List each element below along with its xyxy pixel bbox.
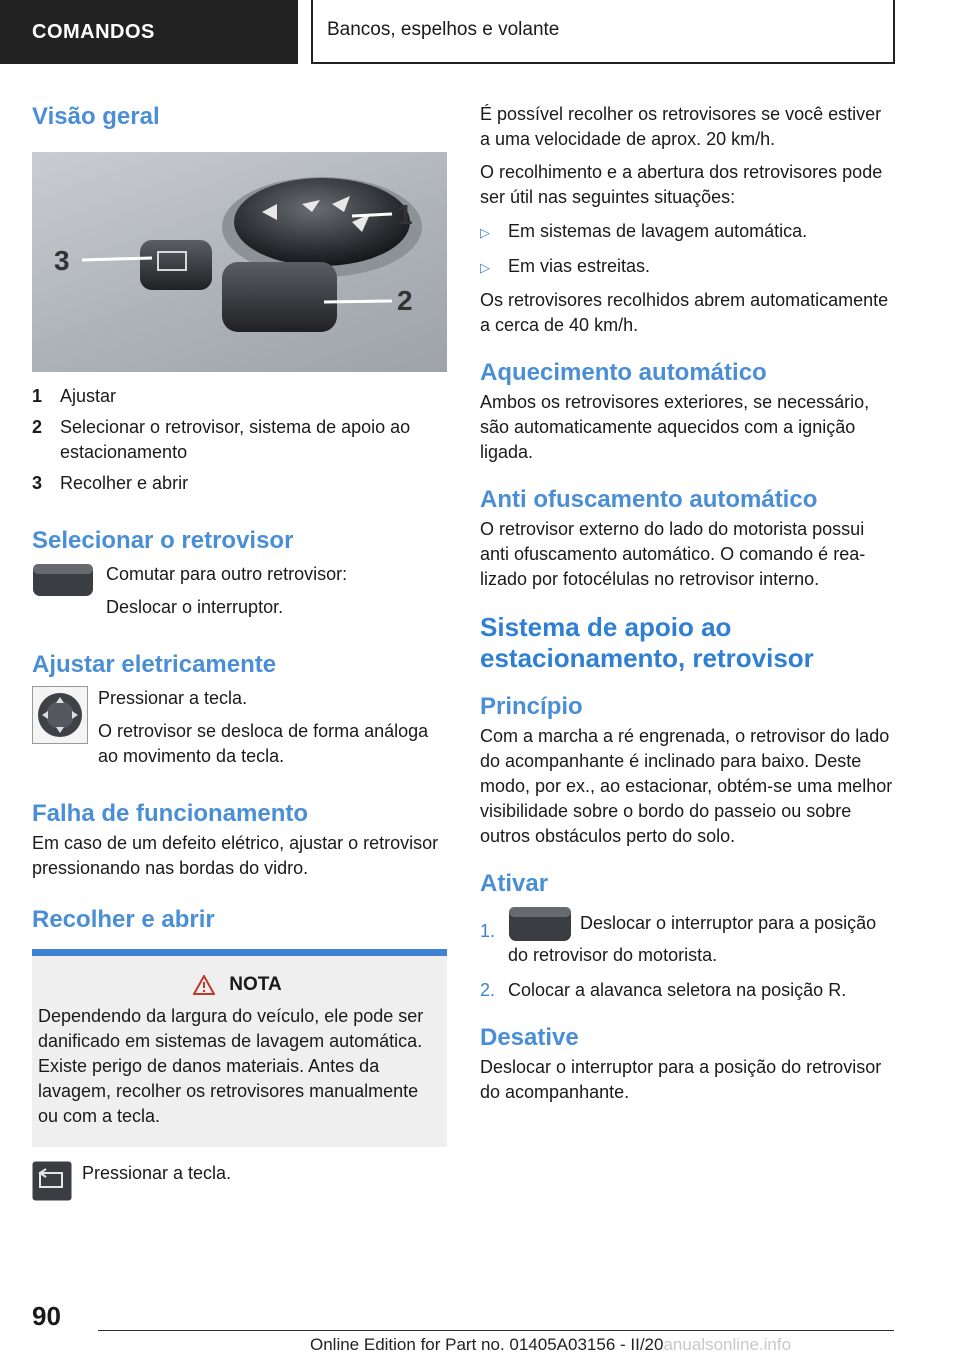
list-item: ▷ Em sistemas de lavagem automática. [480,221,808,241]
mirror-controls-illustration [32,152,447,372]
malfunction-text: Em caso de um defeito elétrico, ajustar o retrovisor pressionando nas bordas do vidro. [32,833,439,878]
section-tab: COMANDOS [0,0,298,64]
switch-icon [32,562,94,620]
list-item: 3 Recolher e abrir [32,473,189,493]
adjust-heading: Ajustar eletricamente [32,651,277,678]
select-text-1: Comutar para outro retrovisor: [106,564,348,584]
activate-heading: Ativar [480,870,549,897]
callout-2: 2 [397,285,413,316]
adjust-text-2: O retrovisor se desloca de forma análoga ao movimento da tecla. [98,721,429,766]
heating-heading: Aquecimento automático [480,359,767,386]
principle-heading: Princípio [480,693,583,720]
footer-edition: Online Edition for Part no. 01405A03156 - II/20anualsonline.info [310,1335,792,1354]
fold-speed-text: É possível recolher os retrovisores se você estiver a uma velocidade de aprox. 20 km/h. [480,104,882,149]
list-item: 1. Deslocar o interruptor para a posição do retrovisor do motorista. [480,905,895,968]
note-bar [32,949,447,956]
overview-heading: Visão geral [32,103,160,130]
watermark: anualsonline.info [663,1335,792,1354]
note-text: Dependendo da largura do veículo, ele pode ser danificado em sistemas de lavagem automática. Existe perigo de danos materiais. Antes da lavagem, recolher os retrovisores manualmente ou com a tecla. [38,1006,424,1126]
page-number: 90 [32,1301,61,1331]
principle-text: Com a marcha a ré engrenada, o retrovisor do lado do acompanhante é inclinado para baixo. Deste modo, por ex., ao estacionar, obtém-se uma melhor visibilidade sobre o bordo do passeio ou sobre outros obstáculos perto do solo. [480,726,893,846]
deactivate-text: Deslocar o interruptor para a posição do retrovisor do acompanhante. [480,1057,882,1102]
deactivate-heading: Desative [480,1024,579,1051]
select-text-2: Deslocar o interruptor. [106,597,284,617]
callout-1: 1 [397,199,413,230]
left-column [32,96,447,1206]
footer-divider [98,1330,894,1331]
chapter-title: Bancos, espelhos e volante [311,0,895,64]
adjust-knob-icon [32,686,88,769]
list-item: 1 Ajustar [32,386,117,406]
select-mirror-heading: Selecionar o retrovisor [32,527,294,554]
fold-heading: Recolher e abrir [32,906,215,933]
overview-list [32,384,447,496]
list-item: ▷ Em vias estreitas. [480,256,651,276]
list-item: 2. Colocar a alavanca seletora na posição R. [480,980,847,1000]
parking-heading: Sistema de apoio ao estacionamento, retrovisor [480,612,814,673]
mirror-controls-photo [32,152,447,372]
note-box [32,956,447,1147]
heating-text: Ambos os retrovisores exteriores, se necessário, são automaticamente aquecidos com a ignição ligada. [480,392,870,462]
fold-text: Pressionar a tecla. [82,1163,232,1183]
malfunction-heading: Falha de funcionamento [32,800,309,827]
callout-3: 3 [54,245,70,276]
adjust-text-1: Pressionar a tecla. [98,688,248,708]
list-item: 2 Selecionar o retrovisor, sistema de apoio ao estacionamento [32,417,411,462]
note-label: NOTA [229,974,282,995]
fold-button-icon [32,1161,72,1206]
dimming-heading: Anti ofuscamento automático [480,486,818,513]
situations-intro: O recolhimento e a abertura dos retrovisores pode ser útil nas seguintes situações: [480,162,883,207]
right-column [480,96,895,1105]
warning-icon [193,975,215,995]
switch-icon [508,905,572,943]
auto-open-text: Os retrovisores recolhidos abrem automaticamente a cerca de 40 km/h. [480,290,889,335]
dimming-text: O retrovisor externo do lado do motorista possui anti ofuscamento automático. O comando é realizado por fotocélulas no retrovisor interno. [480,519,866,589]
